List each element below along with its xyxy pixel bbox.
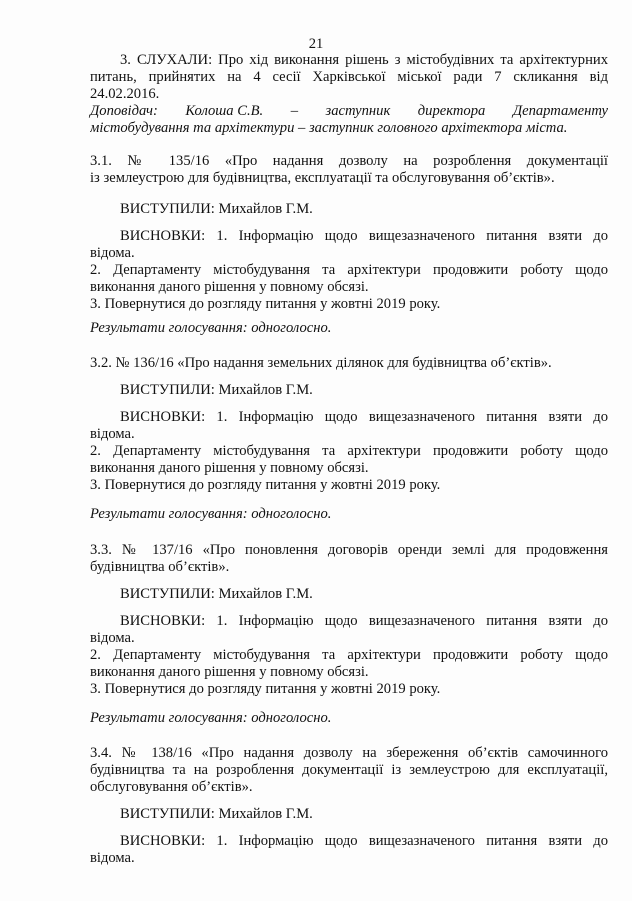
- item-3-2-vote: [90, 506, 608, 523]
- conclusion-2-line-1: 2. Департаменту містобудування та архітектури продовжити роботу щодо: [90, 647, 608, 663]
- vote-result: Результати голосування: одноголосно.: [90, 506, 332, 522]
- conclusion-1-line-1: ВИСНОВКИ: 1. Інформацію щодо вищезазначеного питання взяти до: [120, 833, 608, 849]
- conclusion-1-line-2: відома.: [90, 630, 135, 646]
- item-title-line-2: будівництва об’єктів».: [90, 559, 230, 575]
- item-3-1-speaker: [90, 201, 608, 218]
- speaker-text: ВИСТУПИЛИ: Михайлов Г.М.: [120, 201, 313, 217]
- conclusion-3: 3. Повернутися до розгляду питання у жовтні 2019 року.: [90, 681, 441, 697]
- conclusion-3: 3. Повернутися до розгляду питання у жовтні 2019 року.: [90, 477, 441, 493]
- reporter-line-1: [90, 103, 608, 120]
- item-3-2-speaker: [90, 382, 608, 399]
- heard-line-2: питань, прийнятих на 4 сесії Харківської міської ради 7 скликання від: [90, 69, 608, 85]
- conclusion-2-line-1: 2. Департаменту містобудування та архітектури продовжити роботу щодо: [90, 443, 608, 459]
- conclusion-3: 3. Повернутися до розгляду питання у жовтні 2019 року.: [90, 296, 441, 312]
- reporter-word-1: заступник: [325, 103, 391, 119]
- vote-result: Результати голосування: одноголосно.: [90, 320, 332, 336]
- conclusion-1-line-1: ВИСНОВКИ: 1. Інформацію щодо вищезазначеного питання взяти до: [120, 228, 608, 244]
- speaker-text: ВИСТУПИЛИ: Михайлов Г.М.: [120, 382, 313, 398]
- conclusion-2-line-2: виконання даного рішення у повному обсязі.: [90, 664, 369, 680]
- item-3-2-title: [90, 355, 608, 372]
- conclusion-2-line-2: виконання даного рішення у повному обсязі.: [90, 279, 369, 295]
- reporter-word-3: Департаменту: [512, 103, 608, 119]
- speaker-text: ВИСТУПИЛИ: Михайлов Г.М.: [120, 586, 313, 602]
- reporter-line-2: містобудування та архітектури – заступник головного архітектора міста.: [90, 120, 568, 136]
- item-3-3-title: [90, 542, 608, 576]
- page-number: 21: [308, 36, 324, 52]
- item-title-line-1: 3.3. № 137/16 «Про поновлення договорів оренди землі для продовження: [90, 542, 608, 558]
- speaker-text: ВИСТУПИЛИ: Михайлов Г.М.: [120, 806, 313, 822]
- vote-result: Результати голосування: одноголосно.: [90, 710, 332, 726]
- item-title-line-1: 3.2. № 136/16 «Про надання земельних ділянок для будівництва об’єктів».: [90, 355, 552, 371]
- conclusion-1-line-2: відома.: [90, 850, 135, 866]
- item-title-line-1: 3.4. № 138/16 «Про надання дозволу на збереження об’єктів самочинного: [90, 745, 608, 761]
- heard-line-1: 3. СЛУХАЛИ: Про хід виконання рішень з містобудівних та архітектурних: [120, 52, 608, 68]
- item-3-4-speaker: [90, 806, 608, 823]
- reporter-dash: –: [290, 103, 298, 119]
- item-title-line-2: із землеустрою для будівництва, експлуатації та обслуговування об’єктів».: [90, 170, 555, 186]
- item-3-3-conclusions: [90, 613, 608, 698]
- item-3-1-vote: [90, 320, 608, 337]
- item-3-3-speaker: [90, 586, 608, 603]
- item-title-line-2: будівництва та на розроблення документації із землеустрою для експлуатації,: [90, 762, 608, 778]
- item-3-3-vote: [90, 710, 608, 727]
- item-3-1-title: [90, 153, 608, 187]
- item-title-line-1: 3.1. № 135/16 «Про надання дозволу на розроблення документації: [90, 153, 608, 169]
- item-3-1-conclusions: [90, 228, 608, 313]
- conclusion-1-line-1: ВИСНОВКИ: 1. Інформацію щодо вищезазначеного питання взяти до: [120, 409, 608, 425]
- conclusion-2-line-1: 2. Департаменту містобудування та архітектури продовжити роботу щодо: [90, 262, 608, 278]
- item-title-line-3: обслуговування об’єктів».: [90, 779, 253, 795]
- reporter-word-2: директора: [417, 103, 486, 119]
- heard-section: [90, 52, 608, 137]
- reporter-label: Доповідач:: [90, 103, 158, 119]
- conclusion-1-line-2: відома.: [90, 426, 135, 442]
- item-3-2-conclusions: [90, 409, 608, 494]
- conclusion-1-line-2: відома.: [90, 245, 135, 261]
- heard-line-3: 24.02.2016.: [90, 86, 160, 102]
- reporter-name: Колоша С.В.: [185, 103, 264, 119]
- conclusion-2-line-2: виконання даного рішення у повному обсязі.: [90, 460, 369, 476]
- conclusion-1-line-1: ВИСНОВКИ: 1. Інформацію щодо вищезазначеного питання взяти до: [120, 613, 608, 629]
- item-3-4-title: [90, 745, 608, 796]
- item-3-4-conclusions: [90, 833, 608, 867]
